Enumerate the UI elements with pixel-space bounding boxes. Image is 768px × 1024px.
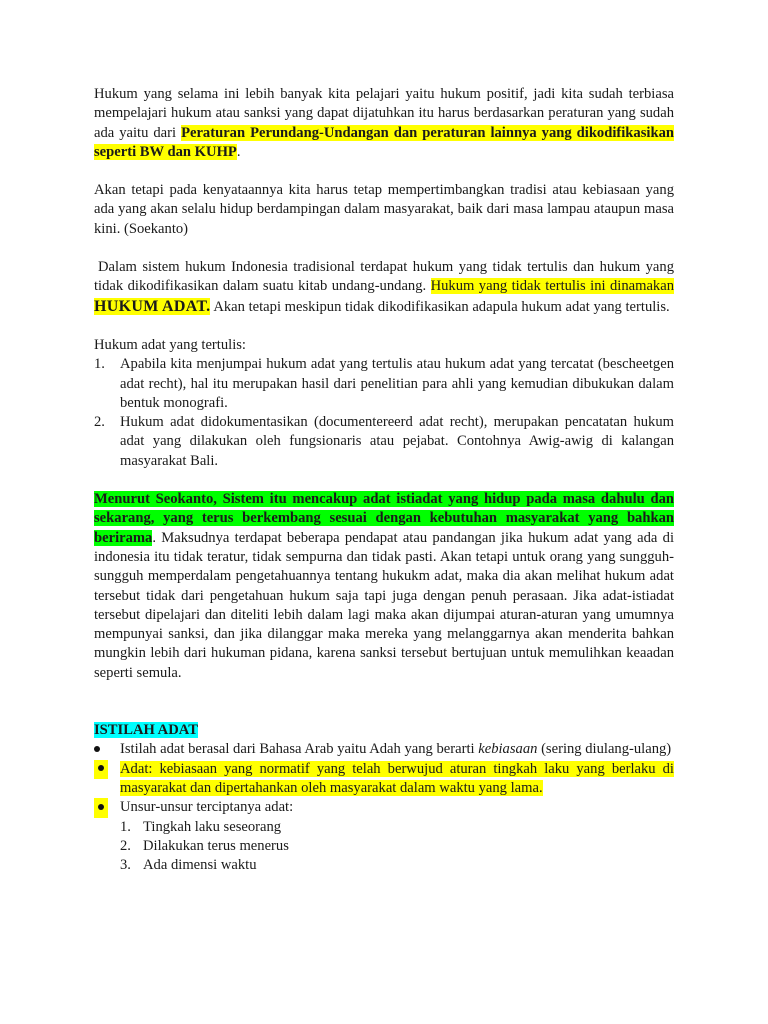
italic-term: kebiasaan: [478, 741, 538, 758]
bullet-dot-icon: [94, 746, 100, 752]
paragraph-end: Akan tetapi meskipun tidak dikodifikasikan adapula hukum adat yang tertulis.: [210, 298, 670, 315]
sub-list-marker: 2.: [120, 837, 131, 854]
bullet-item: [94, 740, 674, 759]
paragraph-text: Dalam sistem hukum Indonesia tradisional terdapat hukum yang tidak tertulis dan hukum yang tidak dikodifikasikan dalam suatu kitab undang-undang.: [94, 259, 674, 295]
highlighted-text-peraturan: Peraturan Perundang-Undangan dan peraturan lainnya yang dikodifikasikan seperti BW dan KUHP: [94, 124, 674, 160]
highlighted-definition: Adat: kebiasaan yang normatif yang telah berwujud aturan tingkah laku yang berlaku di masyarakat dan dipertahankan oleh masyarakat dalam waktu yang lama.: [120, 760, 674, 796]
list-item: [94, 355, 674, 413]
paragraph-text: Akan tetapi pada kenyataannya kita harus tetap mempertimbangkan tradisi atau kebiasaan yang ada yang akan selalu hidup berdampingan dalam masyarakat, baik dari masa lampau ataupun masa kini. (Soekanto): [94, 182, 674, 237]
bullet-marker: [94, 798, 120, 817]
heading-istilah-adat: ISTILAH ADAT: [94, 722, 198, 739]
sub-list-marker: 3.: [120, 857, 131, 874]
list-marker: 2.: [94, 414, 105, 431]
highlighted-text-tidak-tertulis: Hukum yang tidak tertulis ini dinamakan: [430, 278, 675, 295]
highlighted-term-hukum-adat: HUKUM ADAT.: [94, 297, 211, 315]
list-intro: Hukum adat yang tertulis:: [94, 336, 246, 353]
bullet-dot-icon: [98, 804, 104, 810]
list-item-text: Apabila kita menjumpai hukum adat yang tertulis atau hukum adat yang tercatat (bescheetgen adat recht), hal itu merupakan hasil dari penelitian para ahli yang kemudian dibukukan dalam bentuk monografi.: [120, 356, 674, 411]
bullet-text: Unsur-unsur terciptanya adat:: [120, 799, 294, 816]
section-heading: [94, 721, 674, 740]
bullet-highlight: [94, 798, 108, 817]
bullet-marker: [94, 740, 120, 759]
paragraph-hukum-adat: [94, 258, 674, 317]
sub-list-item: [94, 818, 674, 837]
bullet-marker: [94, 760, 120, 779]
paragraph-text: . Maksudnya terdapat beberapa pendapat atau pandangan jika hukum adat yang ada di indonesia itu tidak teratur, tidak sempurna dan tidak pasti. Akan tetapi untuk orang yang sungguh-sungguh memperdalam pengetahuannya tentang hukukm adat, maka dia akan melihat hukum adat tersebut tidak dari pengetahuan hukum saja tapi juga dengan penuh perasaan. Jika adat-istiadat tersebut dipelajari dan diteliti lebih dalam lagi maka akan dijumpai aturan-aturan yang umumnya mempunyai sanksi, dan jika dilanggar maka mereka yang melanggarnya akan menderita bahkan mungkin lebih dari hukuman pidana, karena sanksi tersebut bertujuan untuk memulihkan keaadan seperti semula.: [94, 529, 674, 681]
bullet-text: [120, 760, 674, 799]
bullet-item: [94, 760, 674, 799]
paragraph-kebiasaan: [94, 181, 674, 239]
sub-list-item: [94, 837, 674, 856]
bullet-text-part: (sering diulang-ulang): [537, 741, 672, 758]
bullet-text-part: Istilah adat berasal dari Bahasa Arab yaitu Adah yang berarti: [120, 741, 479, 758]
paragraph-text: Hukum yang selama ini lebih banyak kita pelajari yaitu hukum positif, jadi kita sudah terbiasa mempelajari hukum atau sanksi yang dapat dijatuhkan itu harus berdasarkan peraturan yang sudah ada yaitu dari: [94, 86, 674, 141]
bullet-highlight: [94, 760, 108, 779]
list-item-text: Hukum adat didokumentasikan (documentereerd adat recht), merupakan pencatatan hukum adat yang dilakukan oleh fungsionaris atau pejabat. Contohnya Awig-awig di kalangan masyarakat Bali.: [120, 414, 674, 469]
highlighted-text-soekanto: Menurut Seokanto, Sistem itu mencakup adat istiadat yang hidup pada masa dahulu dan sekarang, yang terus berkembang sesuai dengan kebutuhan masyarakat yang bahkan berirama: [94, 491, 674, 546]
sub-list-text: Ada dimensi waktu: [143, 857, 257, 874]
list-item: [94, 413, 674, 471]
sub-list-item: [94, 856, 674, 875]
paragraph-hukum-positif: [94, 85, 674, 162]
sub-list-marker: 1.: [120, 818, 131, 835]
paragraph-menurut-soekanto: [94, 490, 674, 683]
paragraph-end: .: [236, 143, 241, 160]
sub-list-text: Tingkah laku seseorang: [143, 818, 282, 835]
bullet-text: [120, 740, 674, 759]
bullet-item: [94, 798, 674, 817]
bullet-dot-icon: [98, 765, 104, 771]
sub-list-text: Dilakukan terus menerus: [143, 837, 289, 854]
list-marker: 1.: [94, 356, 105, 373]
